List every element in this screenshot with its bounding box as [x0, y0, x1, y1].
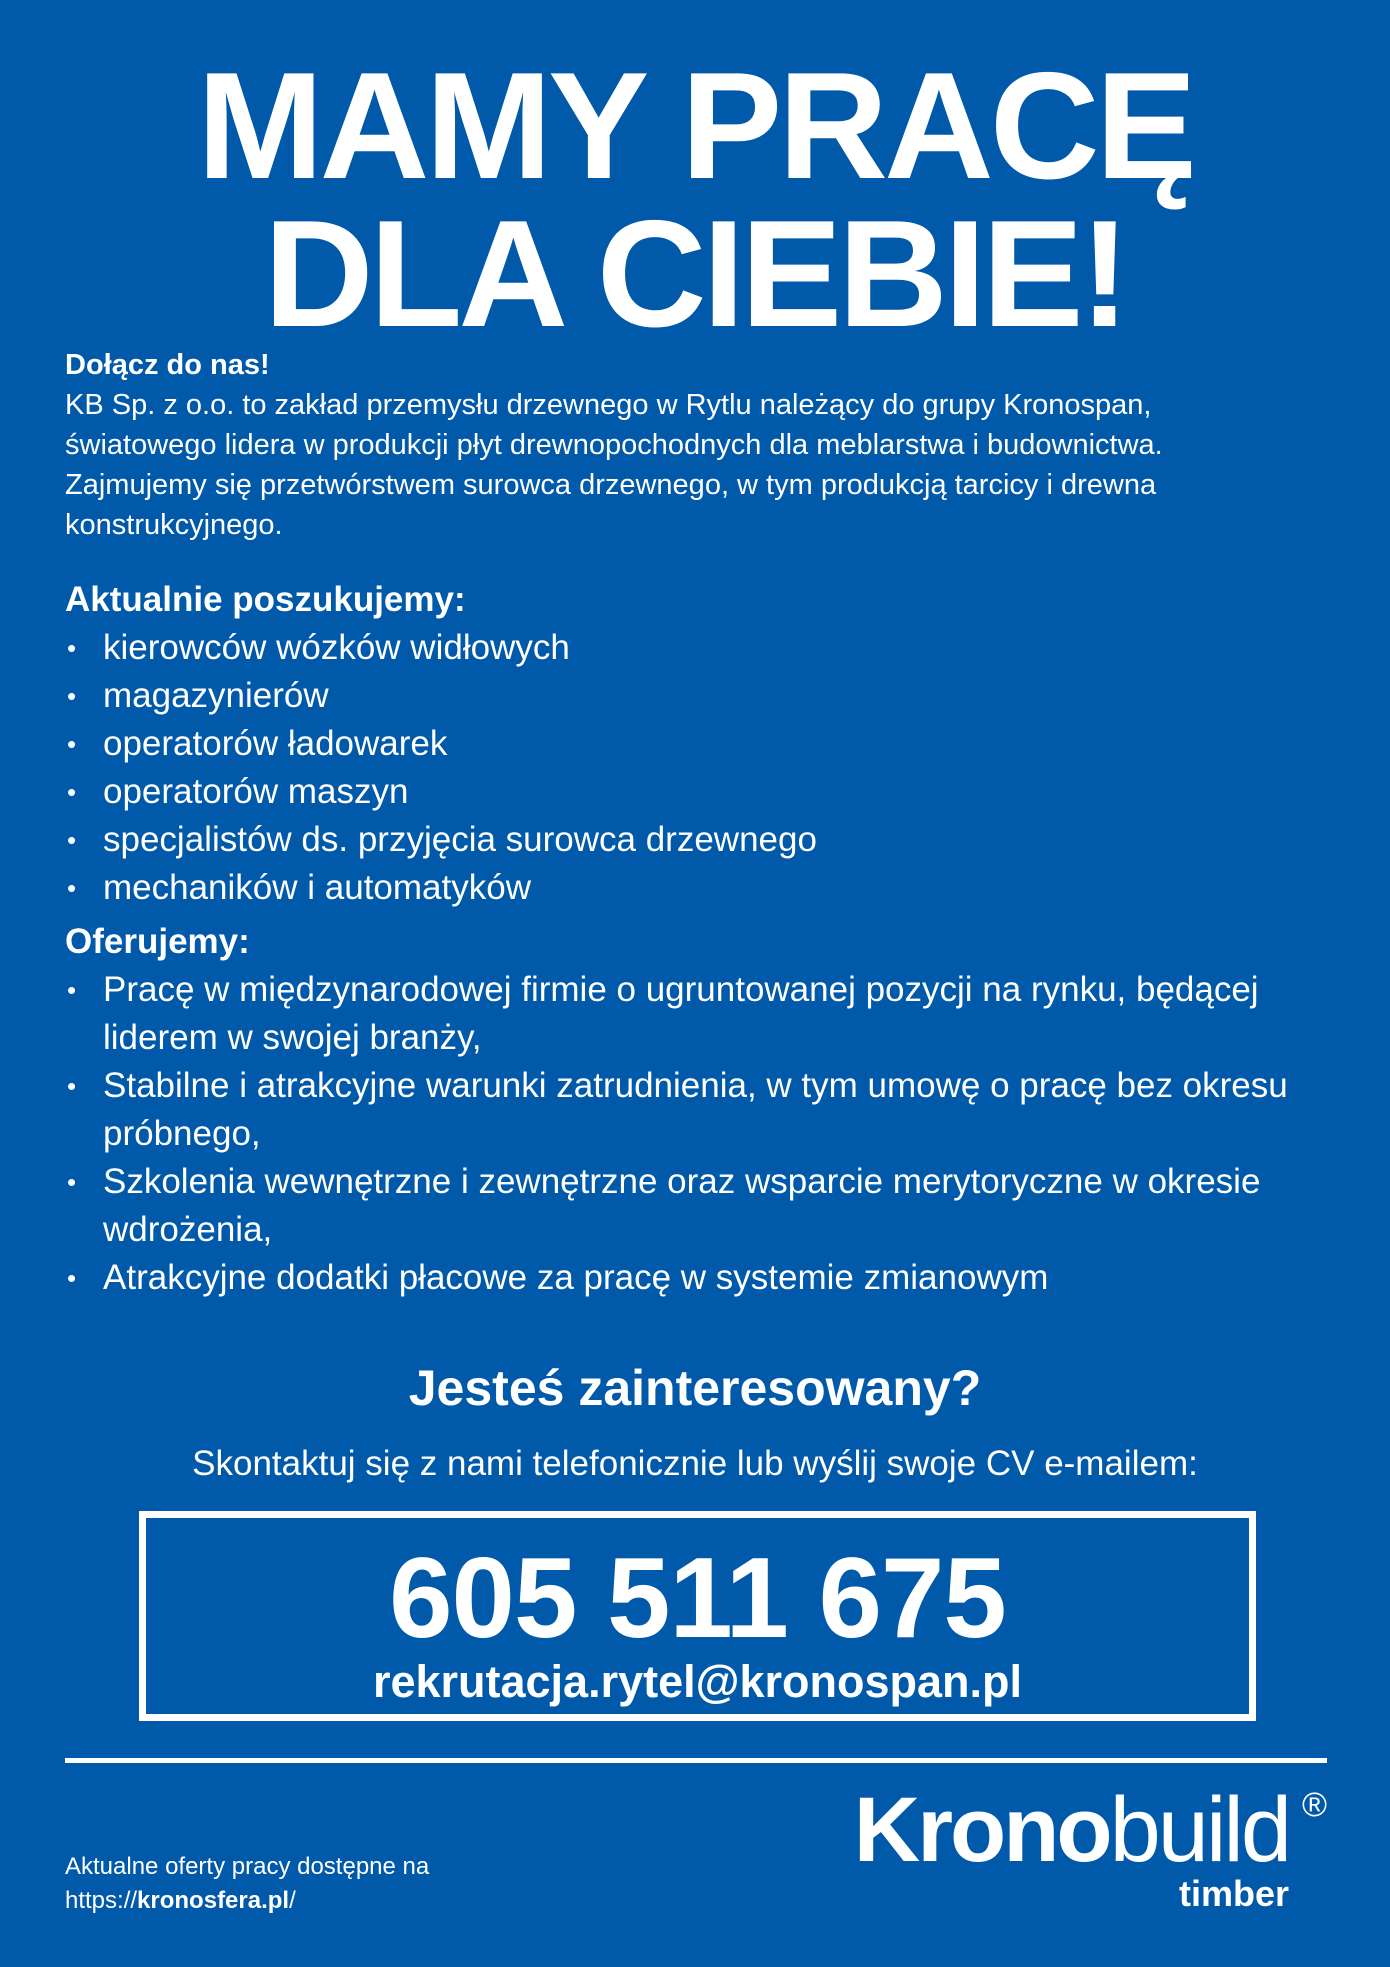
logo-word-bold: Krono	[853, 1779, 1110, 1881]
bullet-dot: •	[67, 633, 77, 663]
offer-item	[65, 1158, 1305, 1254]
offer-item	[65, 966, 1305, 1062]
contact-box	[139, 1511, 1256, 1721]
footer-url-domain: kronosfera.pl	[137, 1887, 290, 1914]
seeking-item-label: kierowców wózków widłowych	[103, 628, 570, 667]
bullet-dot: •	[67, 777, 77, 807]
kronobuild-logo	[807, 1780, 1327, 1920]
seeking-item-label: specjalistów ds. przyjęcia surowca drzewnego	[103, 820, 817, 859]
divider	[65, 1758, 1327, 1763]
footer-note	[65, 1850, 429, 1918]
bullet-dot: •	[67, 1167, 77, 1197]
footer-url[interactable]	[65, 1884, 429, 1918]
bullet-dot: •	[67, 1263, 77, 1293]
logo-wordmark	[854, 1780, 1289, 1880]
bullet-dot: •	[67, 729, 77, 759]
contact-instruction: Skontaktuj się z nami telefonicznie lub wyślij swoje CV e-mailem:	[192, 1444, 1198, 1483]
offer-item-label: Szkolenia wewnętrzne i zewnętrzne oraz wsparcie merytoryczne w okresie wdrożenia,	[103, 1162, 1261, 1249]
headline	[0, 41, 1390, 359]
cta-question: Jesteś zainteresowany?	[408, 1360, 982, 1416]
intro-text: KB Sp. z o.o. to zakład przemysłu drzewnego w Rytlu należący do grupy Kronospan, światowego lidera w produkcji płyt drewnopochodnych dla meblarstwa i budownictwa. Zajmujemy się przetwórstwem surowca drzewnego, w tym produkcją tarcicy i drewna konstrukcyjnego.	[65, 389, 1163, 541]
seeking-title: Aktualnie poszukujemy:	[65, 580, 466, 619]
offer-title: Oferujemy:	[65, 922, 250, 961]
headline-line-2: DLA CIEBIE!	[263, 189, 1127, 359]
seeking-item	[65, 672, 1305, 720]
footer-url-prefix: https://	[65, 1887, 138, 1914]
seeking-item	[65, 816, 1305, 864]
offer-item	[65, 1254, 1305, 1302]
bullet-dot: •	[67, 873, 77, 903]
seeking-item-label: magazynierów	[103, 676, 329, 715]
seeking-list	[65, 624, 1305, 912]
offer-item-label: Stabilne i atrakcyjne warunki zatrudnienia, w tym umowę o pracę bez okresu próbnego,	[103, 1066, 1288, 1153]
seeking-item-label: operatorów maszyn	[103, 772, 409, 811]
footer-note-text: Aktualne oferty pracy dostępne na	[65, 1853, 430, 1880]
logo-word-light: build	[1109, 1779, 1289, 1881]
offer-item-label: Atrakcyjne dodatki płacowe za pracę w systemie zmianowym	[103, 1258, 1049, 1297]
footer-url-suffix: /	[289, 1887, 296, 1914]
offer-list	[65, 966, 1305, 1302]
bullet-dot: •	[67, 1071, 77, 1101]
seeking-item	[65, 768, 1305, 816]
registered-icon: ®	[1301, 1786, 1327, 1824]
offer-item-label: Pracę w międzynarodowej firmie o ugruntowanej pozycji na rynku, będącej liderem w swojej branży,	[103, 970, 1259, 1057]
logo-subtitle: timber	[1178, 1873, 1289, 1914]
bullet-dot: •	[67, 975, 77, 1005]
headline-line-1: MAMY PRACĘ	[197, 41, 1193, 211]
bullet-dot: •	[67, 681, 77, 711]
email-address[interactable]: rekrutacja.rytel@kronospan.pl	[372, 1656, 1023, 1707]
seeking-item-label: operatorów ładowarek	[103, 724, 448, 763]
main-content	[65, 345, 1305, 1302]
offer-item	[65, 1062, 1305, 1158]
bullet-dot: •	[67, 825, 77, 855]
seeking-item	[65, 864, 1305, 912]
phone-number[interactable]: 605 511 675	[389, 1535, 1006, 1662]
seeking-item	[65, 624, 1305, 672]
seeking-item	[65, 720, 1305, 768]
seeking-item-label: mechaników i automatyków	[103, 868, 531, 907]
intro-title: Dołącz do nas!	[65, 349, 270, 381]
